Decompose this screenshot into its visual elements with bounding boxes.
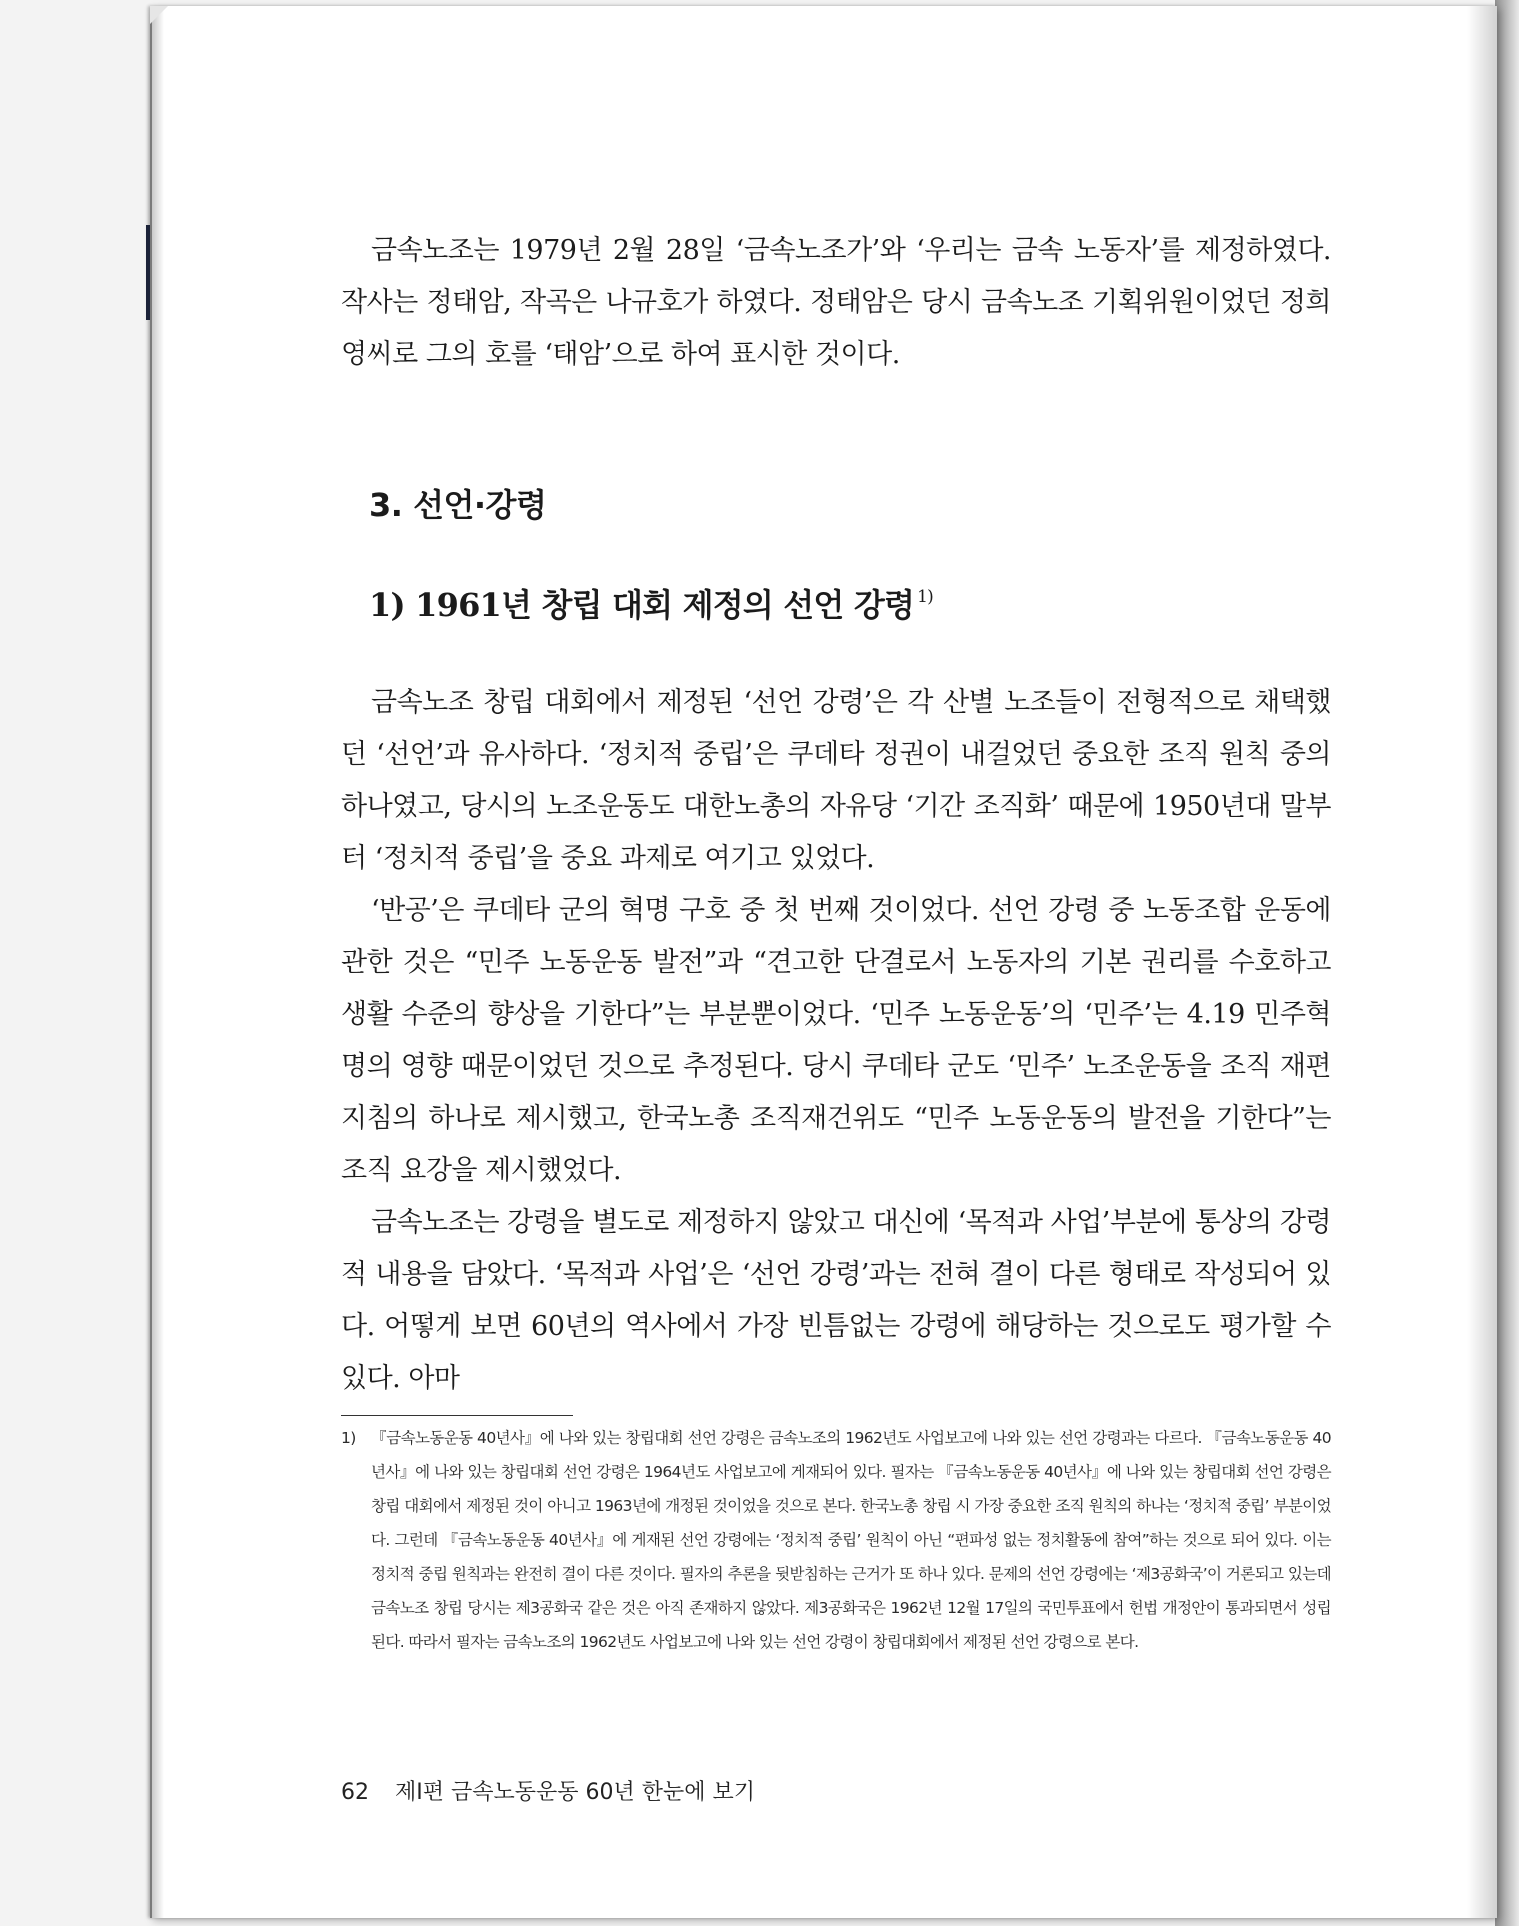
subsection-title xyxy=(369,580,933,626)
running-title: 제Ⅰ편 금속노동운동 60년 한눈에 보기 xyxy=(395,1780,755,1805)
page-edge-shade xyxy=(1467,6,1497,1918)
main-body xyxy=(341,677,1331,1405)
page-gutter-shade xyxy=(152,6,164,1918)
intro-block xyxy=(341,225,1331,381)
body-paragraph-3: 금속노조는 강령을 별도로 제정하지 않았고 대신에 ‘목적과 사업’부분에 통상의 강령적 내용을 담았다. ‘목적과 사업’은 ‘선언 강령’과는 전혀 결이 다른 형태로 작성되어 있다. 어떻게 보면 60년의 역사에서 가장 빈틈없는 강령에 해당하는 것으로도 평가할 수 있다. 아마 xyxy=(341,1207,1331,1394)
section-title: 3. 선언·강령 xyxy=(369,486,547,524)
subsection-title-text: 1) 1961년 창립 대회 제정의 선언 강령 xyxy=(369,586,915,624)
footnote-divider xyxy=(341,1415,573,1416)
page-corner xyxy=(150,6,168,24)
body-paragraph-2: ‘반공’은 쿠데타 군의 혁명 구호 중 첫 번째 것이었다. 선언 강령 중 노동조합 운동에 관한 것은 “민주 노동운동 발전”과 “견고한 단결로서 노동자의 기본 권리를 수호하고 생활 수준의 향상을 기한다”는 부분뿐이었다. ‘민주 노동운동’의 ‘민주’는 4.19 민주혁명의 영향 때문이었던 것으로 추정된다. 당시 쿠데타 군도 ‘민주’ 노조운동을 조직 재편 지침의 하나로 제시했고, 한국노총 조직재건위도 “민주 노동운동의 발전을 기한다”는 조직 요강을 제시했었다. xyxy=(341,895,1331,1186)
page-edge-marker xyxy=(146,225,150,320)
footnote-reference[interactable]: 1) xyxy=(917,587,933,607)
body-paragraph-1: 금속노조 창립 대회에서 제정된 ‘선언 강령’은 각 산별 노조들이 전형적으로 채택했던 ‘선언’과 유사하다. ‘정치적 중립’은 쿠데타 정권이 내걸었던 중요한 조직 원칙 중의 하나였고, 당시의 노조운동도 대한노총의 자유당 ‘기간 조직화’ 때문에 1950년대 말부터 ‘정치적 중립’을 중요 과제로 여기고 있었다. xyxy=(341,687,1331,874)
intro-paragraph: 금속노조는 1979년 2월 28일 ‘금속노조가’와 ‘우리는 금속 노동자’를 제정하였다. 작사는 정태암, 작곡은 나규호가 하였다. 정태암은 당시 금속노조 기획위원이었던 정희영씨로 그의 호를 ‘태암’으로 하여 표시한 것이다. xyxy=(341,235,1331,370)
footnote-text: 『금속노동운동 40년사』에 나와 있는 창립대회 선언 강령은 금속노조의 1962년도 사업보고에 나와 있는 선언 강령과는 다르다. 『금속노동운동 40년사』에 나와 있는 창립대회 선언 강령은 1964년도 사업보고에 게재되어 있다. 필자는 『금속노동운동 40년사』에 나와 있는 창립대회 선언 강령은 창립 대회에서 제정된 것이 아니고 1963년에 개정된 것이었을 것으로 본다. 한국노총 창립 시 가장 중요한 조직 원칙의 하나는 ‘정치적 중립’ 부분이었다. 그런데 『금속노동운동 40년사』에 게재된 선언 강령에는 ‘정치적 중립’ 원칙이 아닌 “편파성 없는 정치활동에 참여”하는 것으로 되어 있다. 이는 정치적 중립 원칙과는 완전히 결이 다른 것이다. 필자의 추론을 뒷받침하는 근거가 또 하나 있다. 문제의 선언 강령에는 ‘제3공화국’이 거론되고 있는데 금속노조 창립 당시는 제3공화국 같은 것은 아직 존재하지 않았다. 제3공화국은 1962년 12월 17일의 국민투표에서 헌법 개정안이 통과되면서 성립된다. 따라서 필자는 금속노조의 1962년도 사업보고에 나와 있는 선언 강령이 창립대회에서 제정된 선언 강령으로 본다. xyxy=(371,1429,1331,1651)
footnote-number: 1) xyxy=(341,1429,356,1447)
page-number: 62 xyxy=(341,1780,369,1805)
book-spine-shadow xyxy=(1495,0,1519,1926)
footnote xyxy=(341,1421,1331,1659)
page-footer xyxy=(341,1775,755,1806)
